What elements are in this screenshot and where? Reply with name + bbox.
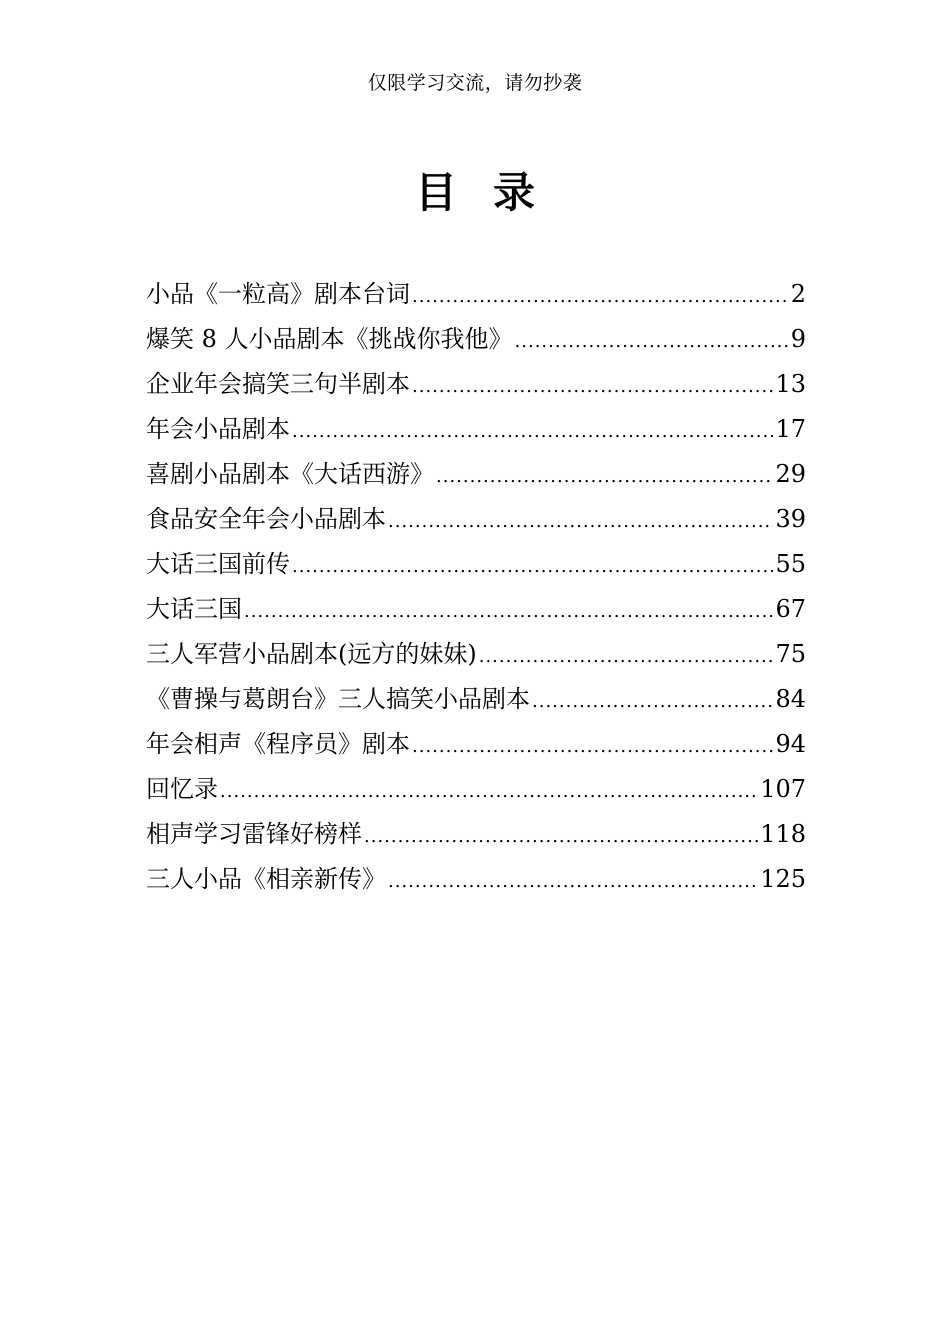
toc-entry-page: 94: [775, 730, 806, 758]
toc-entry-title: 三人军营小品剧本(远方的妹妹): [146, 640, 477, 668]
toc-entry[interactable]: [146, 452, 806, 497]
dot-leader: [364, 814, 758, 859]
toc-entry[interactable]: [146, 677, 806, 722]
toc-entry-page: 2: [790, 280, 806, 308]
dot-leader: [515, 319, 789, 364]
page-title: 目录: [414, 168, 571, 217]
dot-leader: [292, 544, 773, 589]
toc-entry[interactable]: [146, 272, 806, 317]
toc-entry-title: 喜剧小品剧本《大话西游》: [146, 460, 434, 488]
toc-entry-title: 爆笑 8 人小品剧本《挑战你我他》: [146, 325, 513, 353]
dot-leader: [412, 274, 789, 319]
dot-leader: [532, 679, 773, 724]
dot-leader: [388, 499, 773, 544]
toc-entry[interactable]: [146, 632, 806, 677]
dot-leader: [244, 589, 773, 634]
toc-entry-title: 年会相声《程序员》剧本: [146, 730, 410, 758]
toc-entry-title: 大话三国: [146, 595, 242, 623]
toc-entry-page: 29: [775, 460, 806, 488]
toc-entry-title: 企业年会搞笑三句半剧本: [146, 370, 410, 398]
toc-entry[interactable]: [146, 722, 806, 767]
dot-leader: [292, 409, 773, 454]
toc-entry[interactable]: [146, 497, 806, 542]
toc-entry-title: 小品《一粒高》剧本台词: [146, 280, 410, 308]
toc-entry[interactable]: [146, 362, 806, 407]
dot-leader: [388, 859, 758, 904]
header-note: 仅限学习交流，请勿抄袭: [367, 72, 583, 94]
toc-entry-page: 39: [775, 505, 806, 533]
toc-entry[interactable]: [146, 812, 806, 857]
toc-entry-title: 三人小品《相亲新传》: [146, 865, 386, 893]
toc-entry-title: 食品安全年会小品剧本: [146, 505, 386, 533]
toc-entry-page: 84: [775, 685, 806, 713]
dot-leader: [479, 634, 774, 679]
dot-leader: [436, 454, 773, 499]
toc-entry[interactable]: [146, 587, 806, 632]
toc-entry-title: 《曹操与葛朗台》三人搞笑小品剧本: [146, 685, 530, 713]
toc-entry[interactable]: [146, 317, 806, 362]
toc-entry-page: 125: [760, 865, 806, 893]
toc-entry[interactable]: [146, 542, 806, 587]
toc-entry-title: 回忆录: [146, 775, 218, 803]
toc-entry-page: 75: [775, 640, 806, 668]
toc-entry[interactable]: [146, 767, 806, 812]
toc-entry-title: 大话三国前传: [146, 550, 290, 578]
toc-entry-page: 9: [790, 325, 806, 353]
toc-entry[interactable]: [146, 407, 806, 452]
dot-leader: [220, 769, 758, 814]
toc-entry-page: 17: [775, 415, 806, 443]
toc-entry-page: 107: [760, 775, 806, 803]
toc-entry-page: 13: [775, 370, 806, 398]
table-of-contents: [146, 272, 806, 902]
dot-leader: [412, 724, 773, 769]
dot-leader: [412, 364, 773, 409]
toc-entry[interactable]: [146, 857, 806, 902]
toc-entry-page: 118: [760, 820, 806, 848]
toc-entry-title: 相声学习雷锋好榜样: [146, 820, 362, 848]
toc-entry-title: 年会小品剧本: [146, 415, 290, 443]
toc-entry-page: 55: [775, 550, 806, 578]
toc-entry-page: 67: [775, 595, 806, 623]
